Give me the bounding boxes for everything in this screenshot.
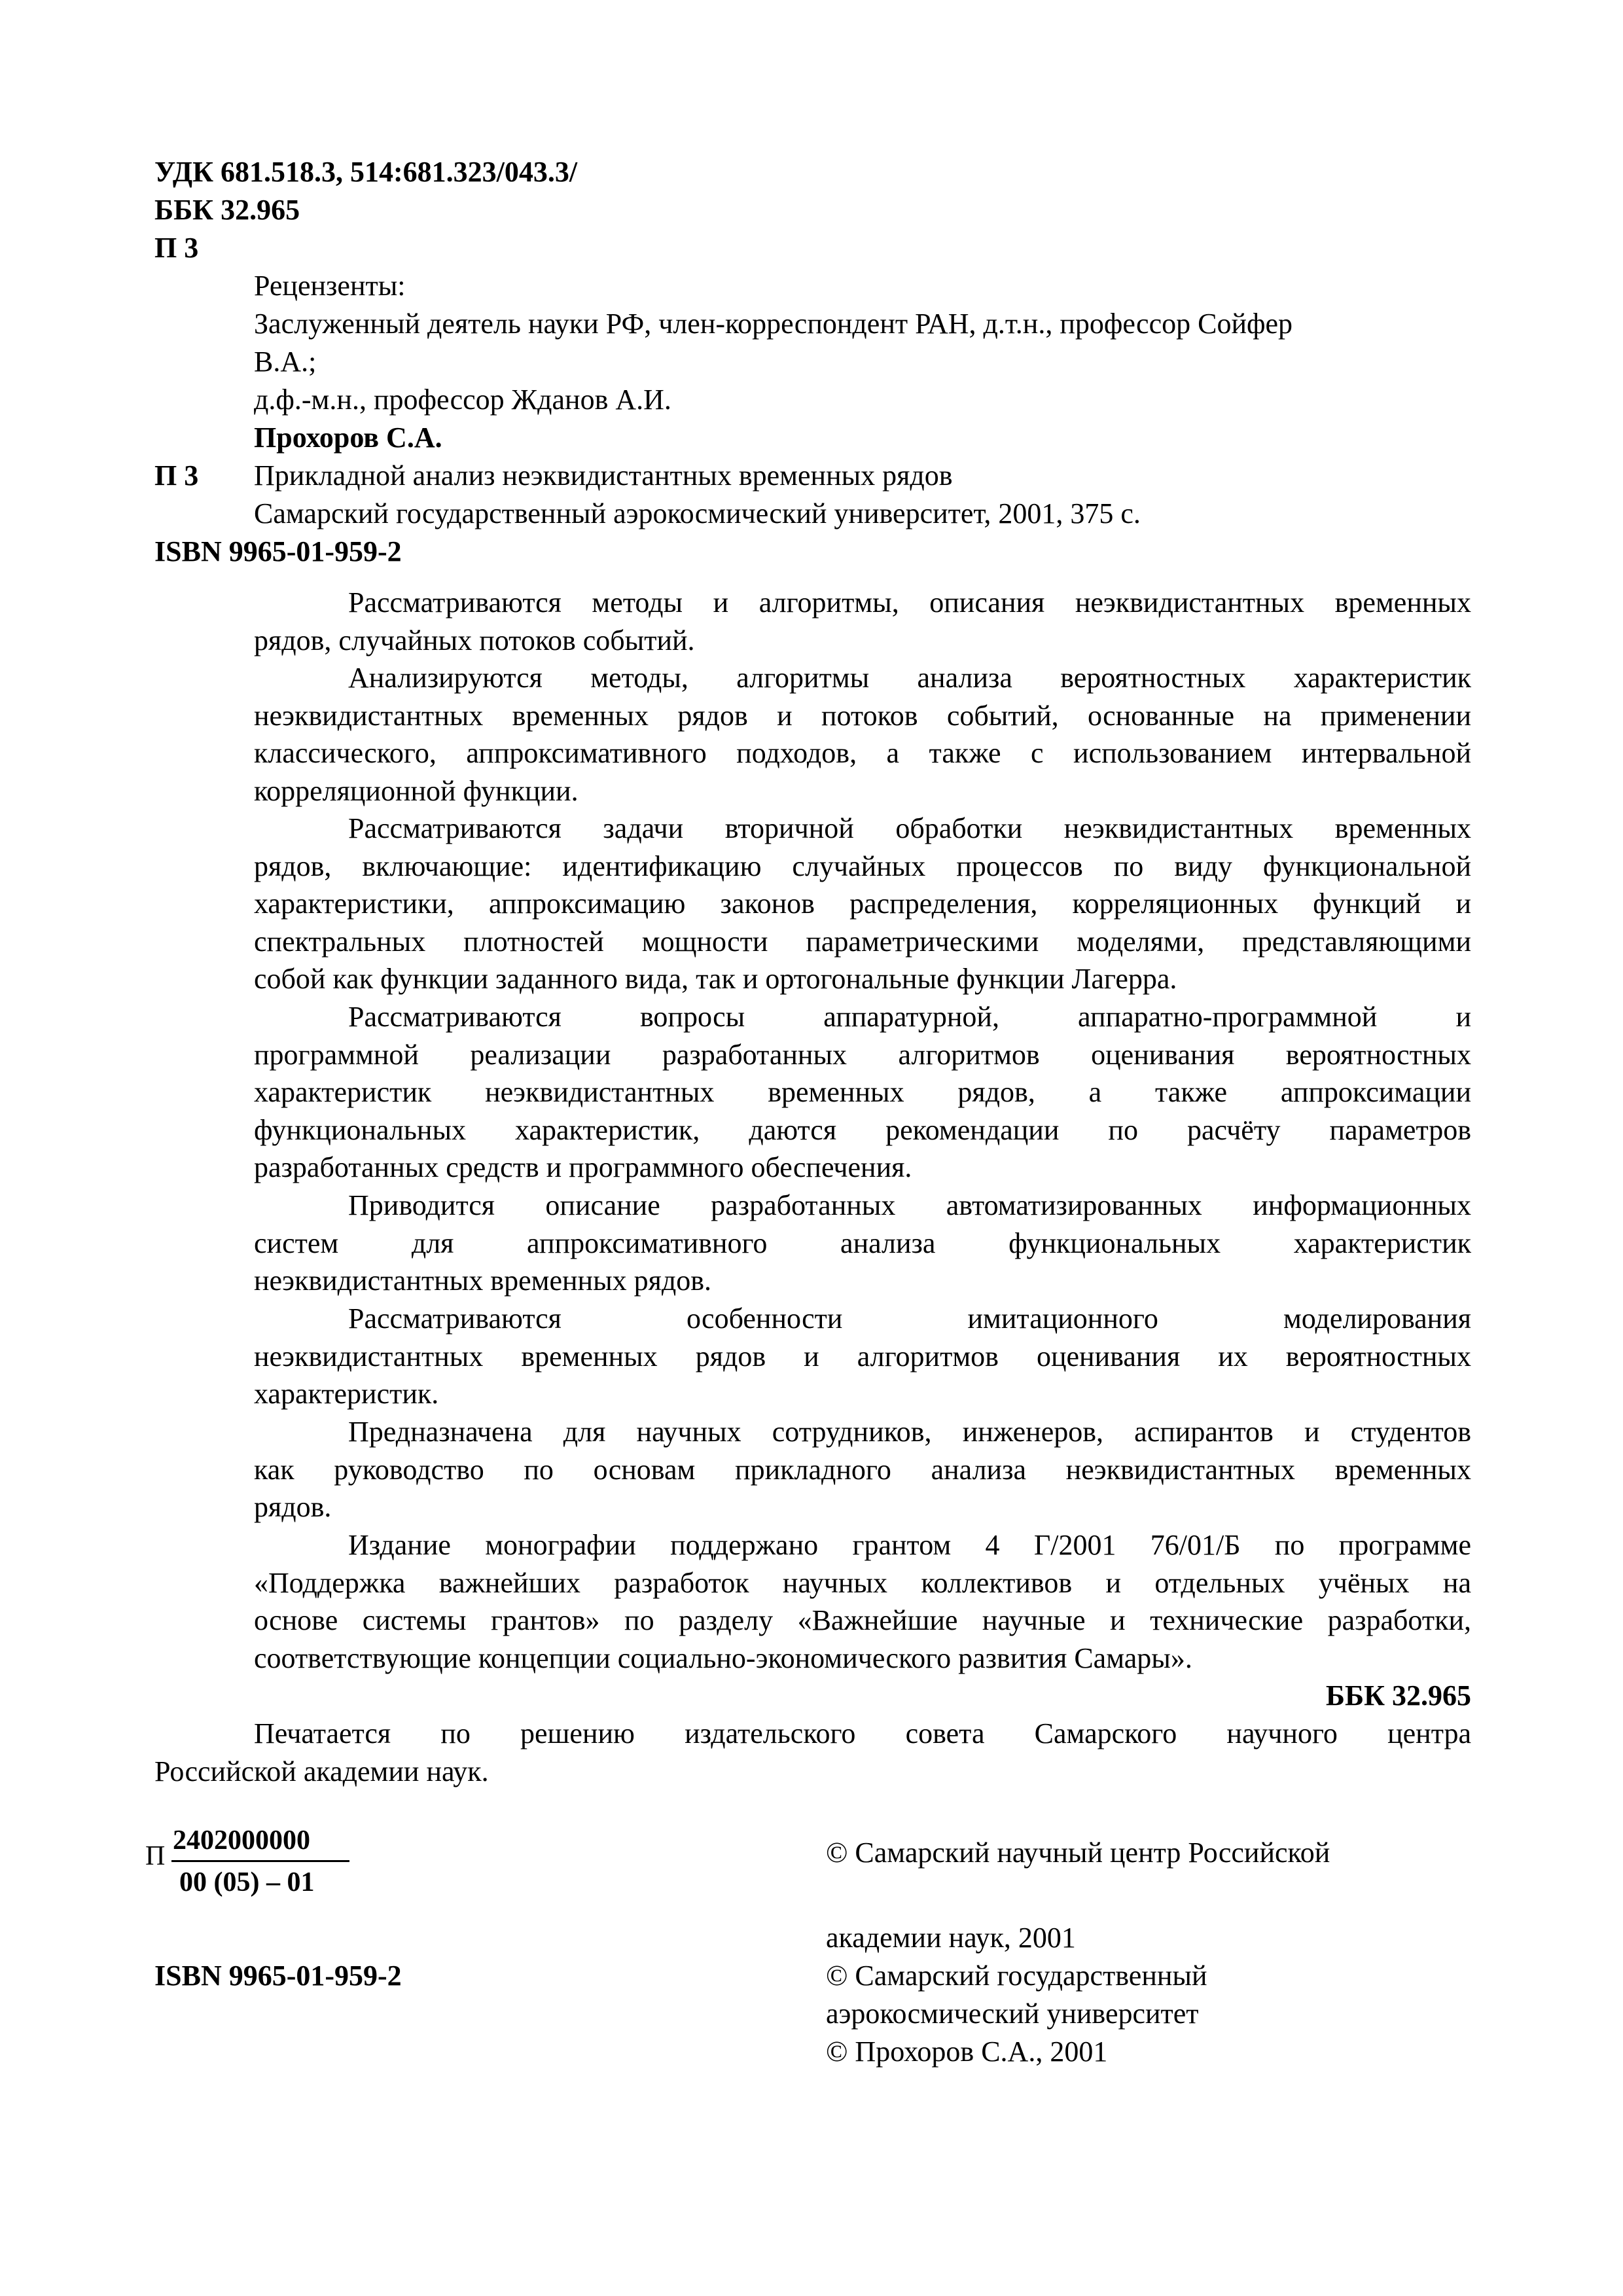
reviewer-1-line-1: Заслуженный деятель науки РФ, член-корреспондент РАН, д.т.н., профессор Сойфер (254, 308, 1293, 340)
copyright-line-2: академии наук, 2001 (826, 1922, 1076, 1954)
abstract-paragraph-4 (254, 998, 1471, 1187)
bib-code: П 3 (154, 459, 199, 492)
text-line: разработанных средств и программного обеспечения. (254, 1151, 912, 1184)
abstract-paragraph-2 (254, 659, 1471, 810)
text-line: характеристик неэквидистантных временных рядов, а также аппроксимации (254, 1076, 1471, 1109)
text-line: собой как функции заданного вида, так и ортогональные функции Лагерра. (254, 963, 1177, 996)
text-line: неэквидистантных временных рядов и алгоритмов оценивания их вероятностных (254, 1340, 1471, 1372)
abstract-paragraph-3 (254, 810, 1471, 998)
text-line: неэквидистантных временных рядов и потоков событий, основанные на применении (254, 699, 1471, 732)
isbn-bottom: ISBN 9965-01-959-2 (154, 1960, 402, 1992)
abstract-paragraph-6 (254, 1300, 1471, 1413)
text-line: Рассматриваются вопросы аппаратурной, аппаратно-программной и (348, 1001, 1471, 1033)
copyright-line-1: © Самарский научный центр Российской (826, 1837, 1330, 1869)
abstract-paragraph-5 (254, 1187, 1471, 1300)
text-line: «Поддержка важнейших разработок научных коллективов и отдельных учёных на (254, 1566, 1471, 1599)
index-prefix: П (145, 1841, 166, 1871)
copyright-line-3: © Самарский государственный (826, 1960, 1207, 1992)
publication-index (145, 1826, 355, 1911)
text-line: Предназначена для научных сотрудников, инженеров, аспирантов и студентов (348, 1416, 1471, 1448)
fraction-bar (171, 1860, 349, 1862)
code-line: П 3 (154, 232, 199, 264)
bbk-line: ББК 32.965 (154, 194, 300, 226)
text-line: основе системы грантов» по разделу «Важнейшие научные и технические разработки, (254, 1604, 1471, 1637)
abstract-paragraph-1 (254, 584, 1471, 659)
text-line: неэквидистантных временных рядов. (254, 1265, 712, 1297)
bbk-right: ББК 32.965 (1325, 1679, 1471, 1712)
text-line: спектральных плотностей мощности параметрическими моделями, представляющими (254, 925, 1471, 958)
reviewers-label: Рецензенты: (254, 270, 406, 302)
reviewer-1-line-2: В.А.; (254, 346, 317, 378)
text-line: Рассматриваются методы и алгоритмы, описания неэквидистантных временных (348, 586, 1471, 619)
index-denominator: 00 (05) – 01 (179, 1867, 315, 1897)
copyright-line-5: © Прохоров С.А., 2001 (826, 2036, 1108, 2068)
text-line: как руководство по основам прикладного анализа неэквидистантных временных (254, 1453, 1471, 1486)
book-title: Прикладной анализ неэквидистантных временных рядов (254, 459, 953, 492)
abstract-paragraph-7 (254, 1413, 1471, 1526)
text-line: Издание монографии поддержано грантом 4 Г/2001 76/01/Б по программе (348, 1529, 1471, 1561)
text-line: систем для аппроксимативного анализа функциональных характеристик (254, 1227, 1471, 1259)
isbn-top: ISBN 9965-01-959-2 (154, 535, 402, 567)
text-line: программной реализации разработанных алгоритмов оценивания вероятностных (254, 1038, 1471, 1071)
text-line: Российской академии наук. (154, 1755, 489, 1787)
text-line: Рассматриваются задачи вторичной обработки неэквидистантных временных (348, 812, 1471, 844)
reviewer-2-line: д.ф.-м.н., профессор Жданов А.И. (254, 384, 671, 416)
udk-line: УДК 681.518.3, 514:681.323/043.3/ (154, 156, 578, 188)
text-line: рядов, включающие: идентификацию случайных процессов по виду функциональной (254, 850, 1471, 882)
text-line: классического, аппроксимативного подходов, а также с использованием интервальной (254, 737, 1471, 770)
publisher-line: Самарский государственный аэрокосмический университет, 2001, 375 с. (254, 497, 1141, 529)
text-line: характеристики, аппроксимацию законов распределения, корреляционных функций и (254, 888, 1471, 920)
text-line: Приводится описание разработанных автоматизированных информационных (348, 1189, 1471, 1221)
abstract-paragraph-8 (254, 1526, 1471, 1677)
index-numerator: 2402000000 (173, 1825, 310, 1856)
text-line: Рассматриваются особенности имитационного моделирования (348, 1302, 1471, 1335)
copyright-line-4: аэрокосмический университет (826, 1998, 1199, 2030)
text-line: Анализируются методы, алгоритмы анализа вероятностных характеристик (348, 662, 1471, 694)
text-line: функциональных характеристик, даются рекомендации по расчёту параметров (254, 1113, 1471, 1146)
text-line: Печатается по решению издательского совета Самарского научного центра (254, 1717, 1471, 1749)
text-line: корреляционной функции. (254, 774, 579, 807)
print-note (154, 1715, 1471, 1790)
text-line: соответствующие концепции социально-экономического развития Самары». (254, 1641, 1192, 1674)
author-name: Прохоров С.А. (254, 422, 442, 454)
text-line: рядов, случайных потоков событий. (254, 624, 695, 656)
text-line: рядов. (254, 1491, 332, 1524)
text-line: характеристик. (254, 1378, 439, 1410)
